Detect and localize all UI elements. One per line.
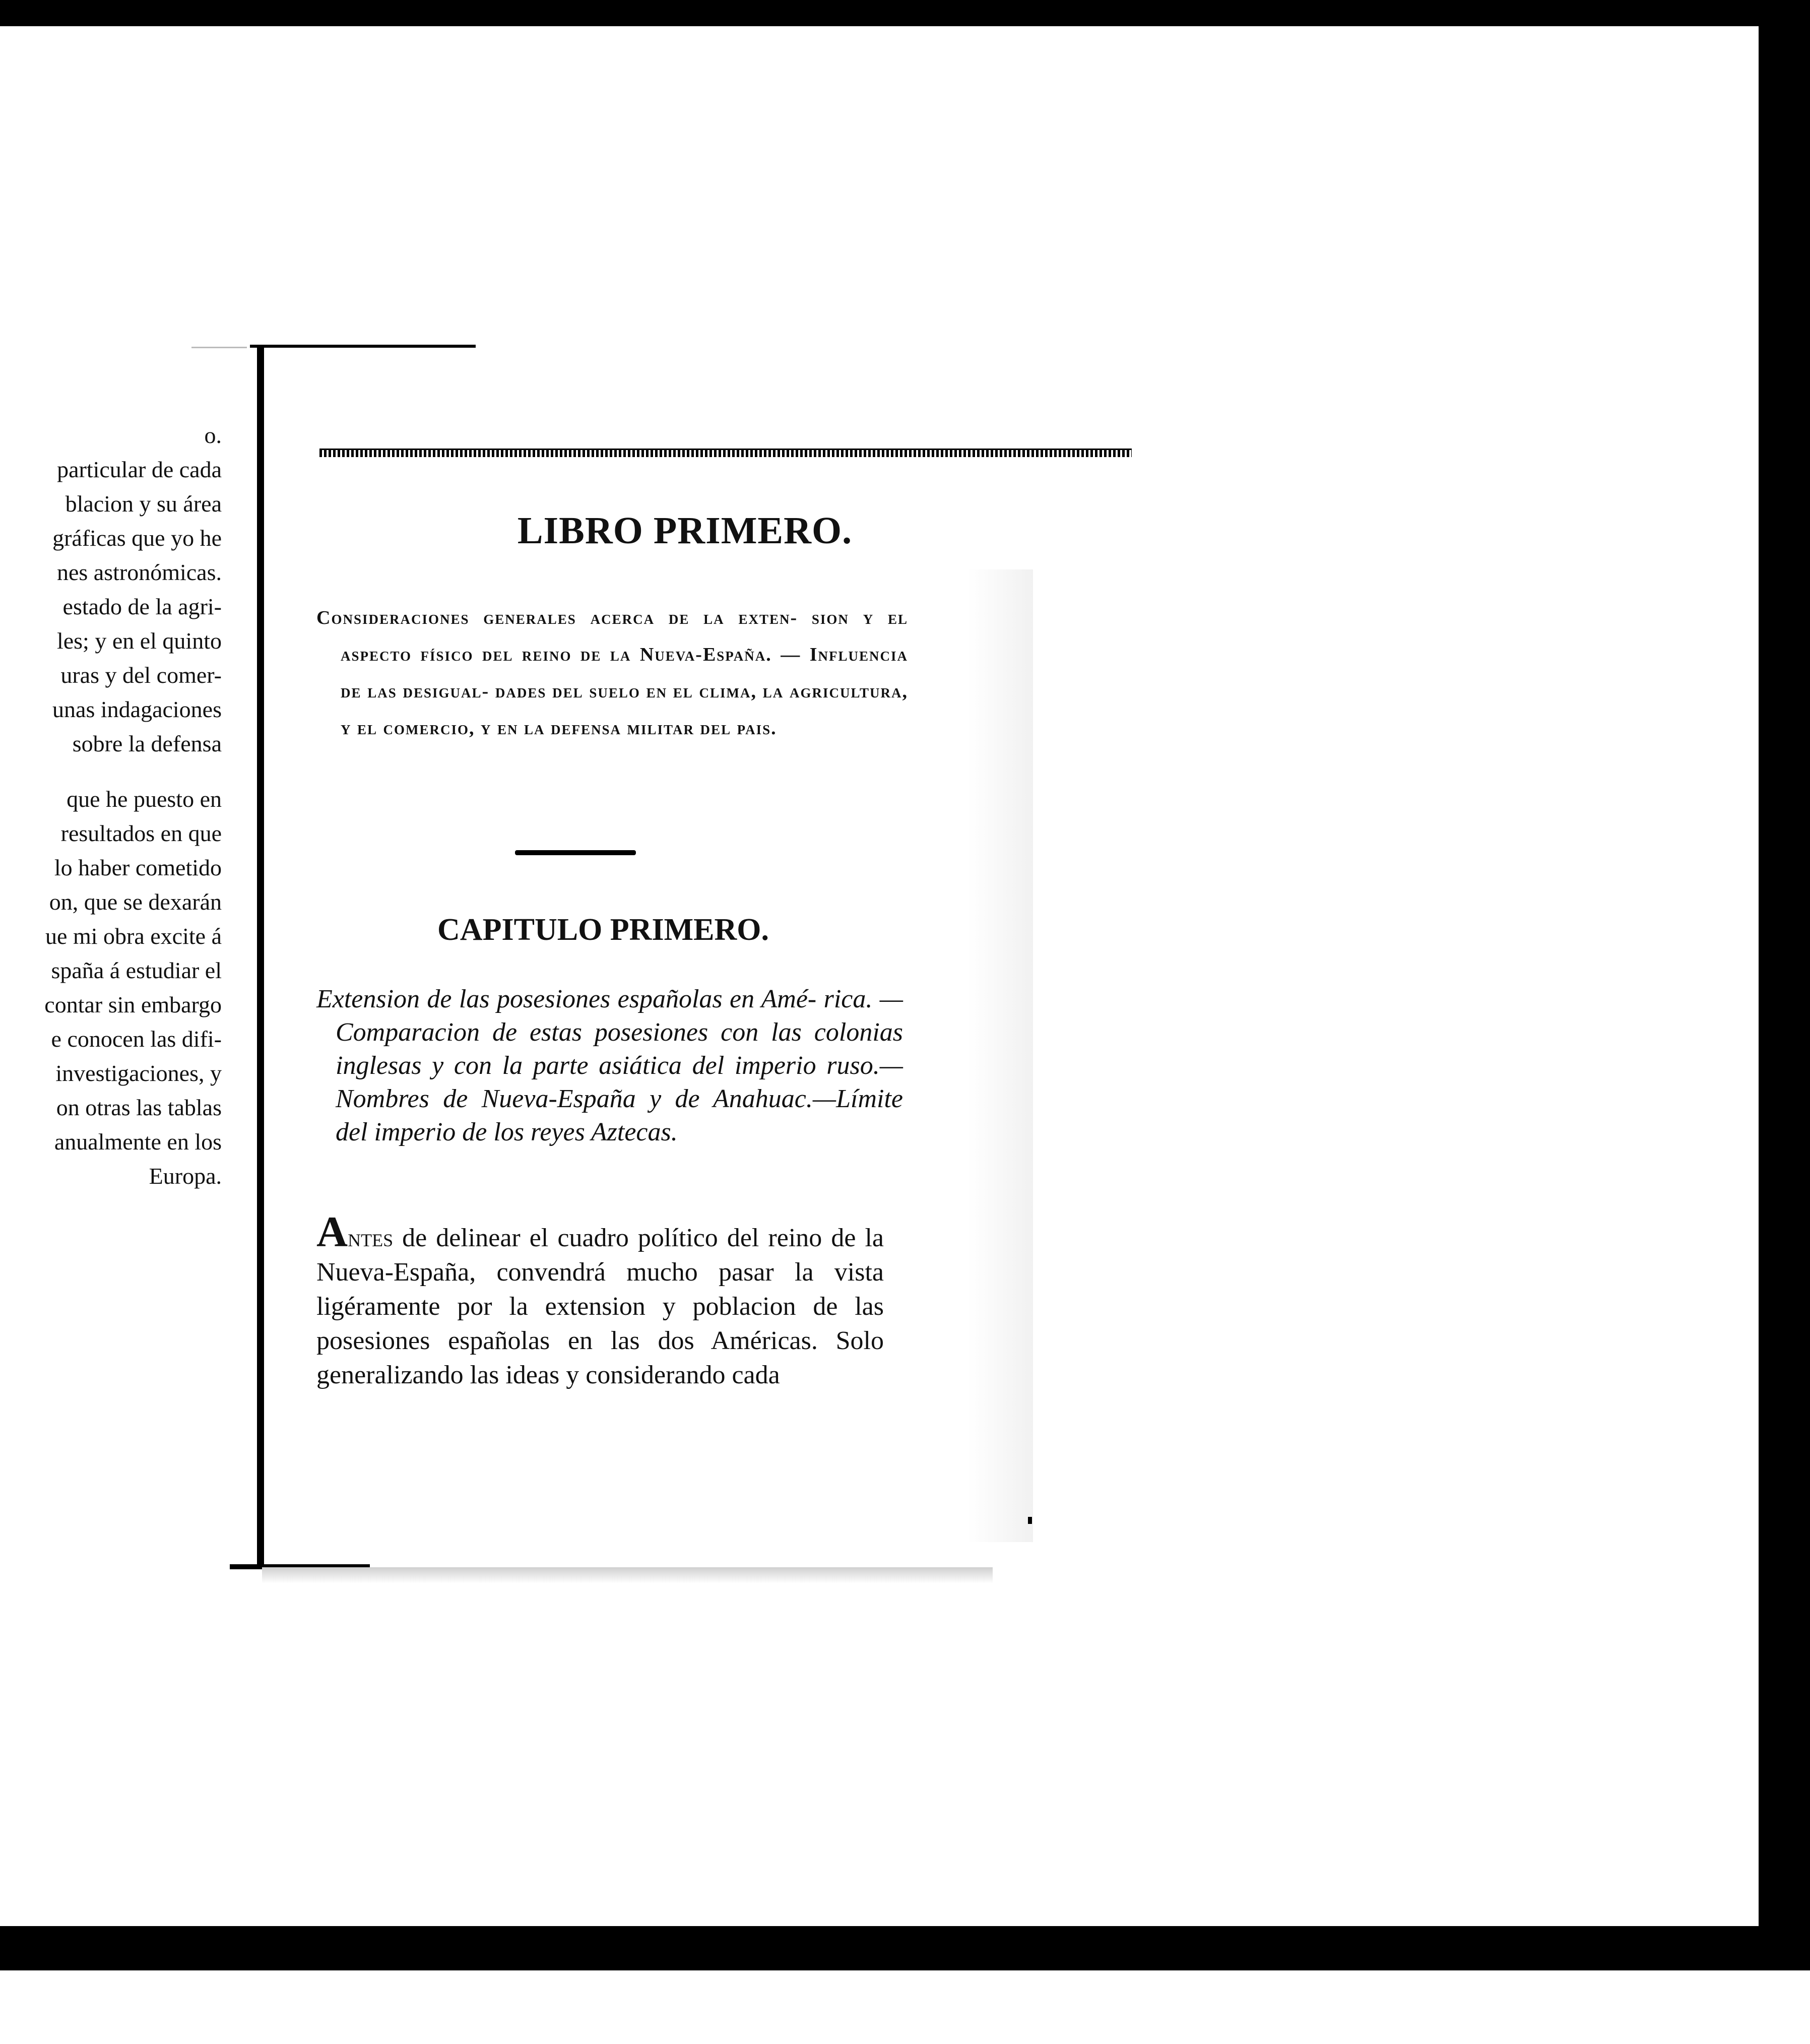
initial-smallcaps: ntes <box>348 1224 394 1252</box>
paragraph-gap <box>0 761 222 782</box>
ornamental-rule <box>319 449 1132 457</box>
left-page-line: sobre la defensa <box>72 731 222 756</box>
left-page-line: blacion y su área <box>65 491 222 517</box>
left-page-line: spaña á estudiar el <box>51 957 222 983</box>
left-page-line: Europa. <box>149 1163 222 1189</box>
left-page-line: o. <box>204 422 222 448</box>
left-page-line: unas indagaciones <box>52 696 222 722</box>
page-spine-rule <box>257 346 264 1567</box>
left-page-line: lo haber cometido <box>54 855 222 880</box>
left-page-line: investigaciones, y <box>55 1060 222 1086</box>
left-page-line: e conocen las difi- <box>51 1026 222 1052</box>
body-paragraph <box>316 1207 884 1392</box>
next-page-strip <box>0 1970 1810 2044</box>
left-page-line: estado de la agri- <box>62 594 222 619</box>
body-text: de delinear el cuadro político del reino de la Nueva-España, convendrá mucho pasar la vista ligéramente por la extension y poblacion de las posesiones españolas en las dos Américas. Solo generalizando las ideas y considerando cada <box>316 1224 884 1389</box>
left-page-line: les; y en el quinto <box>56 628 222 654</box>
left-page-line: on, que se dexarán <box>49 889 222 915</box>
faint-rule <box>191 347 247 348</box>
left-page-line: particular de cada <box>57 457 222 482</box>
section-divider <box>515 850 636 855</box>
left-page-line: ue mi obra excite á <box>45 923 222 949</box>
left-page-line: nes astronómicas. <box>56 559 222 585</box>
left-page-fragment <box>0 418 222 1193</box>
left-page-line: que he puesto en <box>67 786 222 812</box>
left-page-line: anualmente en los <box>54 1129 222 1155</box>
chapter-title: CAPITULO PRIMERO. <box>437 913 769 947</box>
book-title: LIBRO PRIMERO. <box>517 509 853 552</box>
left-page-line: gráficas que yo he <box>52 525 222 551</box>
left-page-line: resultados en que <box>60 820 222 846</box>
right-page <box>264 348 1035 1577</box>
left-page-line: on otras las tablas <box>56 1095 222 1120</box>
book-summary: Consideraciones generales acerca de la exten- sion y el aspecto físico del reino de la Nueva-España. — Influencia de las desigual- dades del suelo en el clima, la agricultura, y el comercio, y en la defensa militar del pais. <box>316 607 908 739</box>
drop-initial: A <box>316 1207 348 1256</box>
chapter-summary: Extension de las posesiones españolas en Amé- rica. — Comparacion de estas posesiones con las colonias inglesas y con la parte asiática del imperio ruso.—Nombres de Nueva-España y de Anahuac.—Límite del imperio de los reyes Aztecas. <box>316 985 903 1146</box>
left-page-line: contar sin embargo <box>44 992 222 1017</box>
left-page-line: uras y del comer- <box>60 662 222 688</box>
